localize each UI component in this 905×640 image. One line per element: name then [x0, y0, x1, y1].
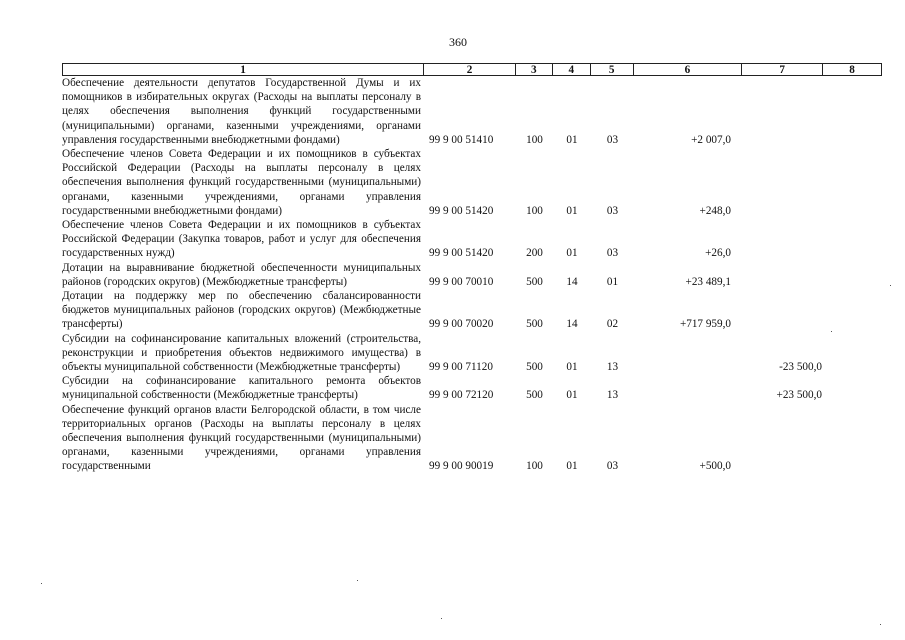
scan-speck — [890, 285, 891, 286]
table-row — [62, 147, 882, 218]
table-row — [62, 289, 882, 332]
scan-speck — [357, 580, 358, 581]
row-col-6: +500,0 — [699, 460, 731, 473]
row-col-5: 13 — [606, 389, 619, 402]
row-col-4: 14 — [566, 318, 578, 331]
row-name: Обеспечение функций органов власти Белгородской области, в том числе территориальных органов (Расходы на выплаты персоналу в целях обеспечения выполнения функций государственными (муниципальными) органами, казенными учреждениями, органами управления государственными — [62, 403, 421, 473]
row-col-4: 14 — [566, 275, 578, 288]
row-col-4: 01 — [566, 247, 578, 260]
header-col-3: 3 — [516, 64, 553, 75]
header-col-2: 2 — [424, 64, 516, 75]
header-col-7: 7 — [742, 64, 823, 75]
table-body — [62, 76, 882, 474]
header-col-5: 5 — [591, 64, 634, 75]
row-name: Дотации на выравнивание бюджетной обеспеченности муниципальных районов (городских округов) (Межбюджетные трансферты) — [62, 261, 421, 288]
row-col-7: -23 500,0 — [779, 361, 822, 374]
row-name: Дотации на поддержку мер по обеспечению сбалансированности бюджетов муниципальных районов (городских округов) (Межбюджетные трансферты) — [62, 290, 421, 331]
row-col-6: +248,0 — [699, 204, 731, 217]
table-row — [62, 374, 882, 402]
header-col-8: 8 — [849, 64, 855, 76]
table-row — [62, 218, 882, 261]
row-col-6: +26,0 — [705, 247, 731, 260]
scan-speck — [880, 624, 881, 625]
row-name: Обеспечение членов Совета Федерации и их помощников в субъектах Российской Федерации (Расходы на выплаты персоналу в целях обеспечения выполнения функций государственными (муниципальными) органами, казенными учреждениями, органами управления государственными внебюджетными фондами) — [62, 148, 421, 217]
row-col-7: +23 500,0 — [776, 389, 822, 402]
row-code: 99 9 00 51420 — [429, 204, 494, 217]
table-row — [62, 403, 882, 474]
row-col-3: 100 — [526, 133, 543, 146]
table-row — [62, 332, 882, 375]
table-row — [62, 76, 882, 147]
page-number: 360 — [449, 35, 467, 49]
row-code: 99 9 00 90019 — [429, 460, 494, 473]
row-name: Обеспечение членов Совета Федерации и их помощников в субъектах Российской Федерации (Закупка товаров, работ и услуг для обеспечения государственных нужд) — [62, 219, 421, 260]
table-header — [62, 63, 882, 76]
row-col-6: +717 959,0 — [679, 318, 731, 331]
table-row — [62, 261, 882, 289]
row-col-3: 500 — [526, 389, 543, 402]
scan-speck — [441, 618, 442, 619]
row-col-3: 500 — [526, 318, 543, 331]
header-col-4: 4 — [553, 64, 591, 75]
row-col-4: 01 — [566, 389, 578, 402]
row-col-5: 03 — [606, 247, 619, 260]
row-col-4: 01 — [566, 460, 578, 473]
row-code: 99 9 00 72120 — [429, 389, 494, 402]
row-name: Субсидии на софинансирование капитального ремонта объектов муниципальной собственности (Межбюджетные трансферты) — [62, 375, 421, 402]
row-code: 99 9 00 70010 — [429, 275, 494, 288]
scan-speck — [831, 331, 832, 332]
row-name: Субсидии на софинансирование капитальных вложений (строительства, реконструкции и приобретения объектов недвижимого имущества) в объекты муниципальной собственности (Межбюджетные трансферты) — [62, 332, 421, 374]
row-col-3: 200 — [526, 247, 543, 260]
row-col-5: 03 — [606, 133, 619, 146]
row-col-5: 03 — [606, 460, 619, 473]
row-code: 99 9 00 51410 — [429, 133, 494, 146]
row-col-5: 02 — [606, 318, 619, 331]
row-name: Обеспечение деятельности депутатов Государственной Думы и их помощников в избирательных округах (Расходы на выплаты персоналу в целях обеспечения выполнения функций государственными (муниципальными) органами, казенными учреждениями, органами управления государственными внебюджетными фондами) — [62, 77, 421, 146]
row-col-3: 500 — [526, 361, 543, 374]
row-col-4: 01 — [566, 204, 578, 217]
row-col-3: 100 — [526, 460, 543, 473]
header-col-1: 1 — [63, 64, 424, 75]
row-col-5: 03 — [606, 204, 619, 217]
row-col-3: 100 — [526, 204, 543, 217]
row-col-3: 500 — [526, 275, 543, 288]
row-code: 99 9 00 51420 — [429, 247, 494, 260]
row-col-6: +23 489,1 — [685, 275, 731, 288]
budget-table — [62, 63, 882, 474]
row-col-4: 01 — [566, 133, 578, 146]
row-code: 99 9 00 70020 — [429, 318, 494, 331]
row-col-5: 01 — [606, 275, 619, 288]
header-col-6: 6 — [634, 64, 743, 75]
row-col-6: +2 007,0 — [691, 133, 731, 146]
row-col-5: 13 — [606, 361, 619, 374]
row-col-4: 01 — [566, 361, 578, 374]
row-code: 99 9 00 71120 — [429, 361, 493, 374]
scan-speck — [41, 583, 42, 584]
